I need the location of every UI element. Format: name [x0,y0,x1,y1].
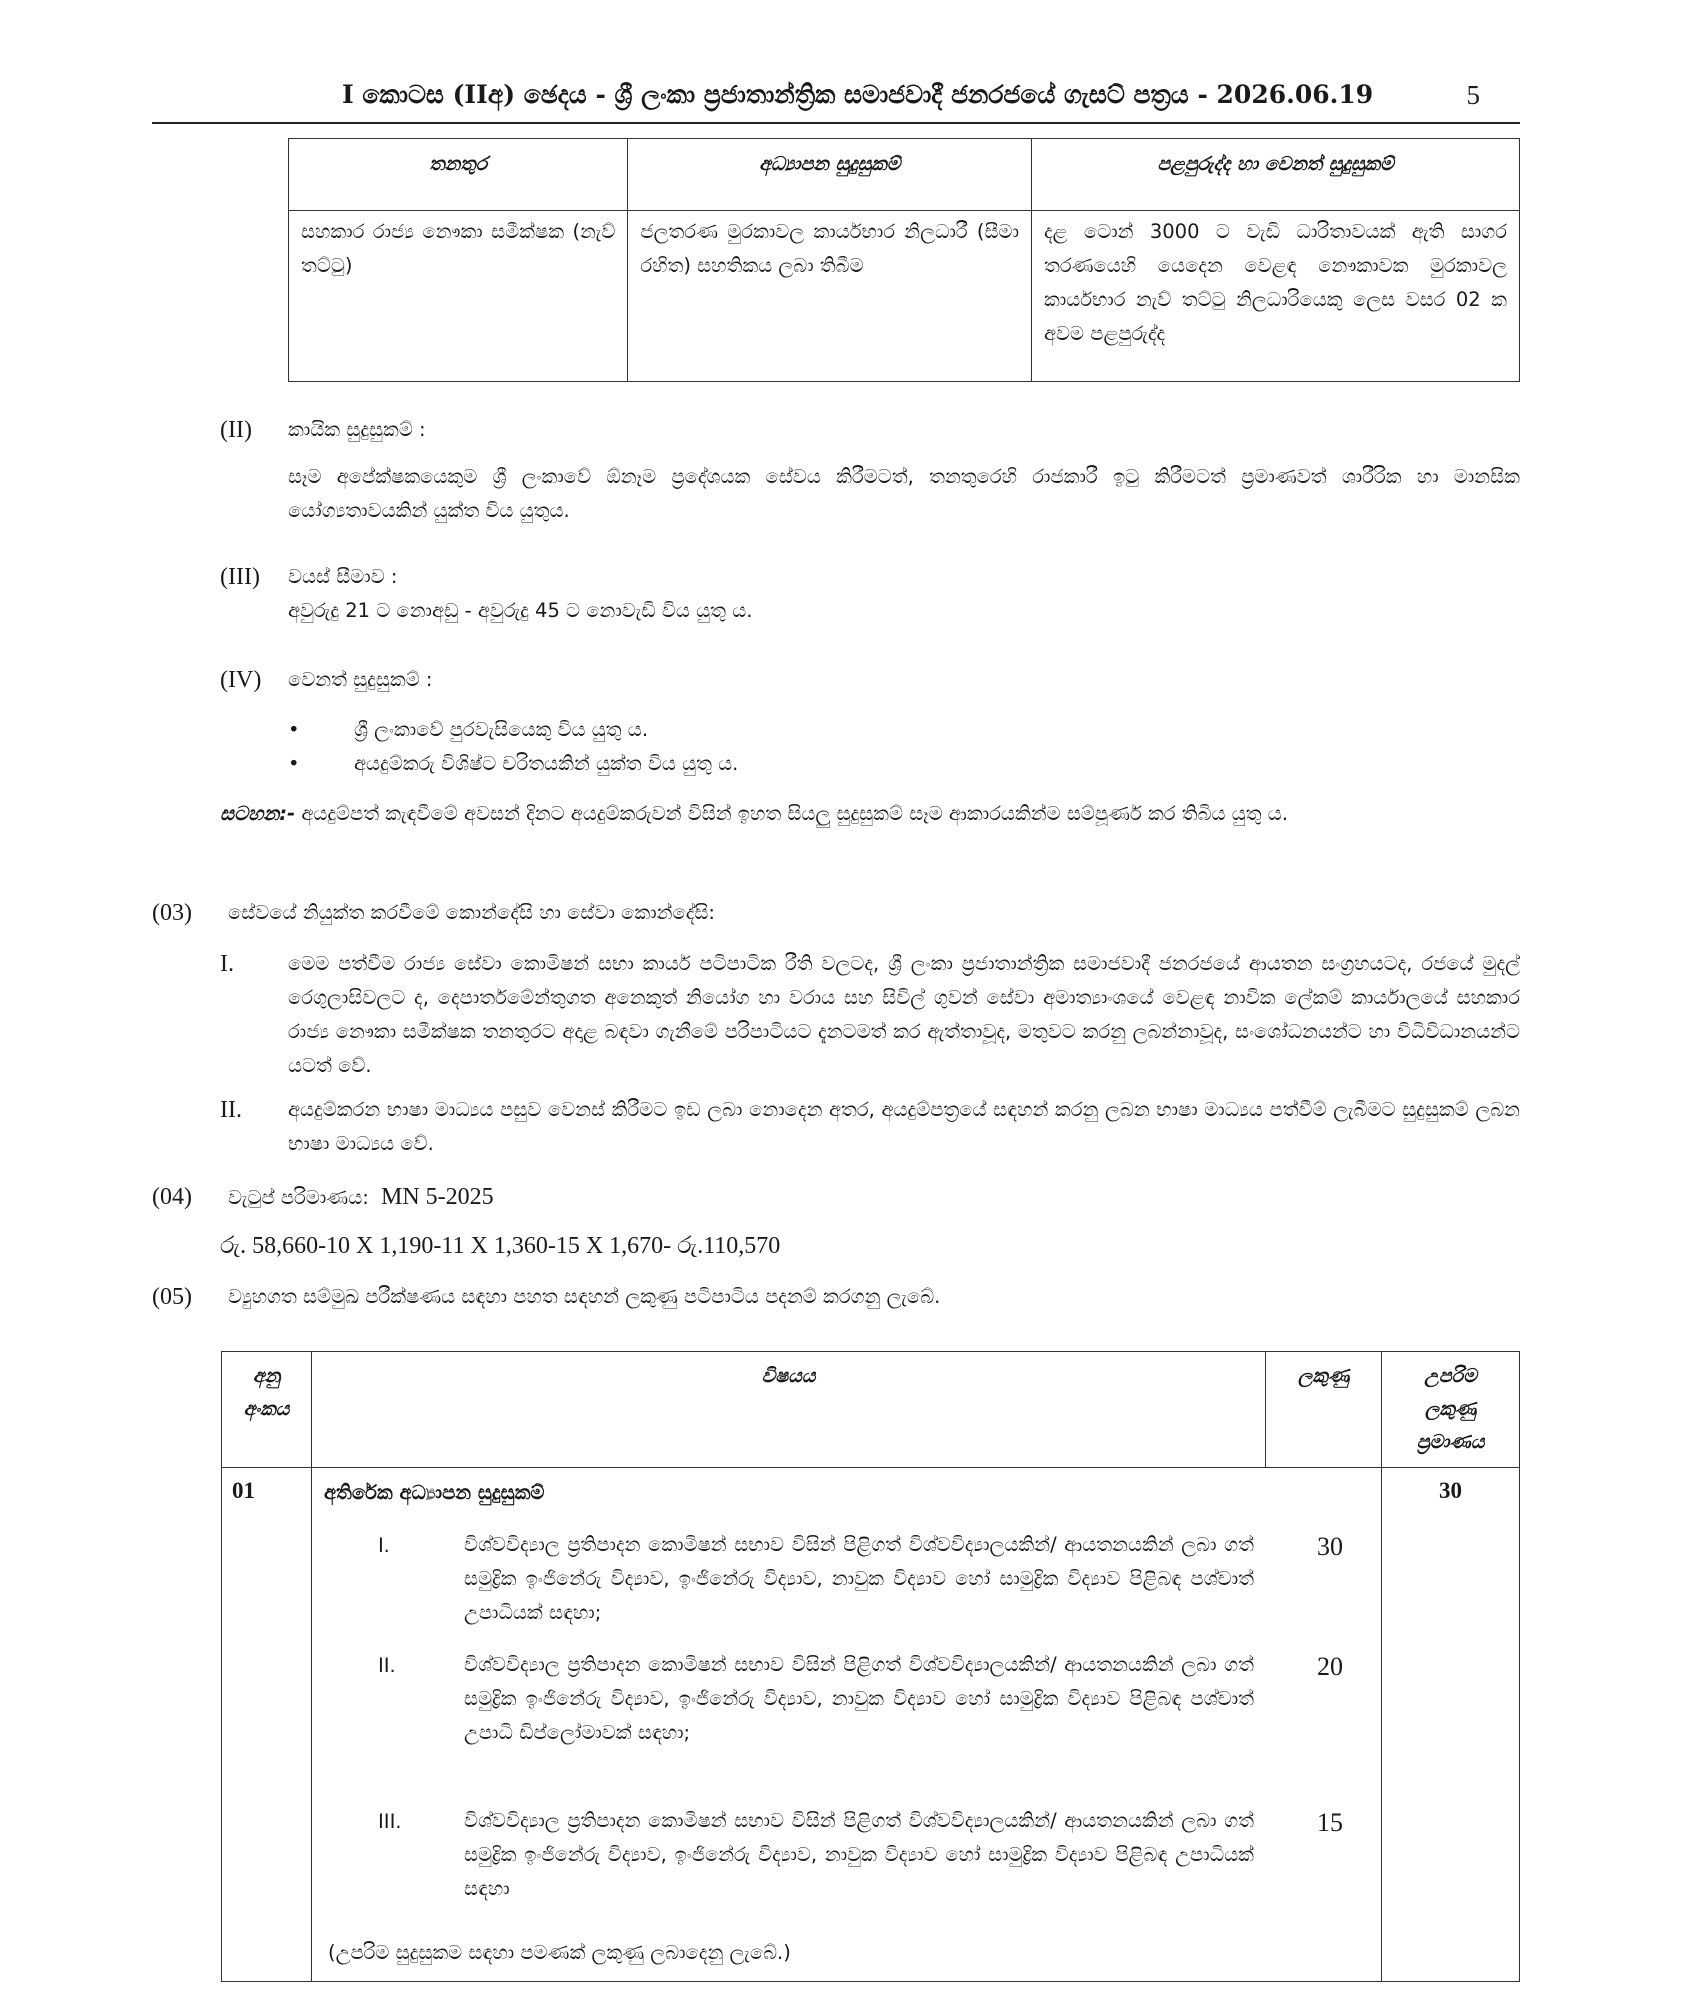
qualification-item: විශ්වවිද්‍යාල ප්‍රතිපාදන කොමිෂන් සභාව විසින් පිළිගත් විශ්වවිද්‍යාලයකින්/ ආයතනයකින් ලබා ගත් සමුද්‍රික ඉංජිනේරු විද්‍යාව, ඉංජිනේරු විද්‍යාව, නාවුක විද්‍යාව හෝ සාමුද්‍රික විද්‍යාව පිළිබඳ පශ්චාත් උපාධියක් සඳහා; [463,1533,1254,1624]
table-row [289,211,1520,382]
table-footnote: (උපරිම සුදුසුකම සඳහා පමණක් ලකුණු ලබාදෙනු ලැබේ.) [327,1941,791,1964]
qualification-item: විශ්වවිද්‍යාල ප්‍රතිපාදන කොමිෂන් සභාව විසින් පිළිගත් විශ්වවිද්‍යාලයකින්/ ආයතනයකින් ලබා ගත් සමුද්‍රික ඉංජිනේරු විද්‍යාව, ඉංජිනේරු විද්‍යාව, නාවුක විද්‍යාව හෝ සාමුද්‍රික විද්‍යාව පිළිබඳ උපාධියක් සඳහා [463,1809,1254,1900]
item-number: III. [377,1810,402,1833]
table-row [222,1468,1520,1982]
section-text-05: ව්‍යුහගත සම්මුඛ පරීක්ෂණය සඳහා පහත සඳහන් ලකුණු පටිපාටිය පදනම් කරගනු ලැබේ. [228,1285,941,1308]
section-title-other: වෙනත් සුදුසුකම් : [288,668,433,691]
page-header [152,80,1520,124]
cell-education: ජලතරණ මුරකාවල කාර්යභාර නිලධාරී (සීමා රහිත) සහතිකය ලබා තිබීම [628,211,1032,382]
section-label-04: (04) [152,1184,192,1210]
cell-serial [222,1468,312,1982]
section-title-physical: කායික සුදුසුකම් : [288,418,426,441]
section-title-03: සේවයේ නියුක්ත කරවීමේ කොන්දේසි හා සේවා කොන්දේසි: [228,901,715,924]
item-number: I. [220,951,234,977]
section-label-other: (IV) [220,667,262,693]
note-paragraph [220,797,1520,831]
serial-number: 01 [232,1478,255,1503]
header-max-marks: උපරිම ලකුණු ප්‍රමාණය [1382,1352,1520,1468]
section-label-physical: (II) [220,417,252,443]
salary-code: MN 5-2025 [381,1184,494,1210]
age-text: අවුරුදු 21 ට නොඅඩු - අවුරුදු 45 ට නොවැඩි විය යුතු ය. [288,599,753,622]
header-experience: පළපුරුද්ද හා වෙනත් සුදුසුකම් [1032,139,1520,211]
conditions-item: මෙම පත්වීම රාජ්‍ය සේවා කොමිෂන් සභා කාර්ය පටිපාටික රීති වලටද, ශ්‍රී ලංකා ප්‍රජාතාන්ත්‍රික සමාජවාදී ජනරජයේ ආයතන සංග්‍රහයටද, රජයේ මුදල් රෙගුලාසිවලට ද, දෙපාර්තමේන්තුගත අනෙකුත් නියෝග හා වරාය සහ සිවිල් ගුවන් සේවා අමාත්‍යාංශයේ වෙළඳ නාවික ලේකම් කාර්යාලයේ සහකාර රාජ්‍ය නෞකා සමීක්ෂක තනතුරට අදාළ බඳවා ගැනීමේ පරිපාටියට දැනටමත් කර ඇත්තාවූද, මතුවට කරනු ලබන්නාවූද, සංශෝධනයන්ට හා විධිවිධානයන්ට යටත් වේ. [288,952,1520,1077]
note-label: සටහන:- [220,802,296,825]
section-label-03: (03) [152,900,192,926]
bullet-item: ශ්‍රී ලංකාවේ පුරවැසියෙකු විය යුතු ය. [354,718,649,741]
conditions-item: අයදුම්කරන භාෂා මාධ්‍යය පසුව වෙනස් කිරීමට ඉඩ ලබා නොදෙන අතර, අයදුම්පත්‍රයේ සඳහන් කරනු ලබන භාෂා මාධ්‍යය පත්වීම් ලැබීමට සුදුසුකම් ලබන භාෂා මාධ්‍යය වේ. [288,1098,1520,1155]
header-subject: විෂයය [311,1352,1265,1468]
max-marks-value: 30 [1439,1478,1462,1503]
item-marks: 15 [1316,1808,1343,1837]
header-marks: ලකුණු [1266,1352,1382,1468]
item-number: I. [377,1534,390,1557]
salary-scale: රු. 58,660-10 X 1,190-11 X 1,360-15 X 1,670- රු.110,570 [220,1233,781,1259]
cell-post: සහකාර රාජ්‍ය නෞකා සමීක්ෂක (නැව් තට්ටු) [289,211,628,382]
item-marks: 30 [1316,1532,1343,1561]
section-label-05: (05) [152,1284,192,1310]
qualification-item: විශ්වවිද්‍යාල ප්‍රතිපාදන කොමිෂන් සභාව විසින් පිළිගත් විශ්වවිද්‍යාලයකින්/ ආයතනයකින් ලබා ගත් සමුද්‍රික ඉංජිනේරු විද්‍යාව, ඉංජිනේරු විද්‍යාව, නාවුක විද්‍යාව හෝ සාමුද්‍රික විද්‍යාව පිළිබඳ පශ්චාත් උපාධි ඩිප්ලෝමාවක් සඳහා; [463,1653,1254,1744]
bullet-dot: • [288,752,300,775]
page-number: 5 [1466,80,1480,110]
section-label-age: (III) [220,564,260,590]
item-marks: 20 [1316,1652,1343,1681]
gazette-title: I කොටස (IIඅ) ඡෙදය - ශ්‍රී ලංකා ප්‍රජාතාන්ත්‍රික සමාජවාදී ජනරජයේ ගැසට් පත්‍රය - 2026.06.19 [342,80,1374,109]
header-post: තනතුර [289,139,628,211]
cell-max-marks [1382,1468,1520,1982]
subject-title: අතිරේක අධ්‍යාපන සුදුසුකම් [323,1481,545,1504]
section-title-age: වයස් සීමාව : [288,565,398,588]
physical-text: සෑම අපේක්ෂකයෙකුම ශ්‍රී ලංකාවේ ඕනෑම ප්‍රදේශයක සේවය කිරීමටත්, තනතුරෙහි රාජකාරී ඉටු කිරීමටත් ප්‍රමාණවත් ශාරීරික හා මානසික යෝග්‍යතාවයකින් යුක්ත විය යුතුය. [288,465,1520,522]
cell-subject [311,1468,1381,1982]
bullet-item: අයදුම්කරු විශිෂ්ට චරිතයකින් යුක්ත විය යුතු ය. [354,752,739,775]
bullet-dot: • [288,718,300,741]
marking-scheme-table [221,1351,1520,1982]
table-header-row [289,139,1520,211]
table-header-row [222,1352,1520,1468]
header-education: අධ්‍යාපන සුදුසුකම් [628,139,1032,211]
cell-experience: දළ ටොන් 3000 ට වැඩි ධාරිතාවයක් ඇති සාගර තරණයෙහි යෙදෙන වෙළඳ නෞකාවක මුරකාවල කාර්යභාර නැව් තට්ටු නිලධාරියෙකු ලෙස වසර 02 ක අවම පළපුරුද්ද [1032,211,1520,382]
qualifications-table [288,138,1520,382]
salary-label: වැටුප් පරිමාණය: [228,1186,369,1209]
header-serial: අනු අංකය [222,1352,312,1468]
item-number: II. [220,1097,242,1123]
salary-title [228,1180,494,1215]
note-text: අයදුම්පත් කැඳවීමේ අවසන් දිනට අයදුම්කරුවන් විසින් ඉහත සියලු සුදුසුකම් සෑම ආකාරයකින්ම සම්පූර්ණ කර තිබිය යුතු ය. [301,802,1289,825]
item-number: II. [377,1654,396,1677]
